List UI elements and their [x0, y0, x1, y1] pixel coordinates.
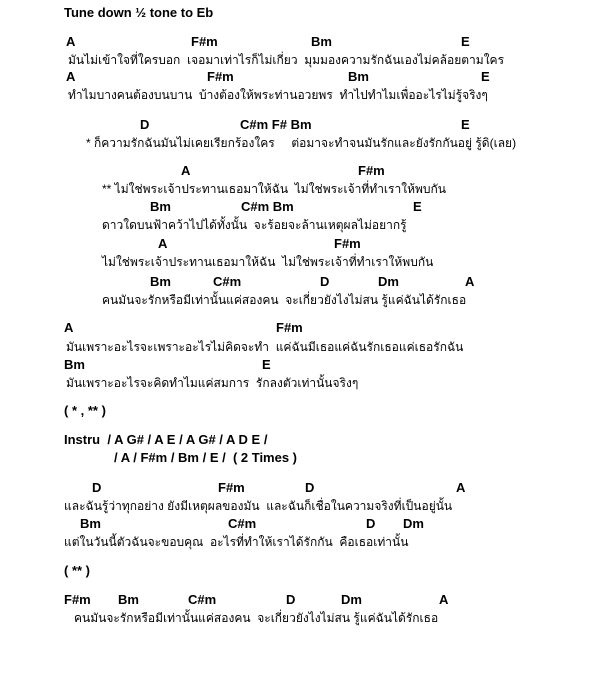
chord-v1-2-a: A [66, 69, 76, 84]
lyric-ch-2: ดาวใดบนฟ้าคว้าไปได้ทั้งนั้น จะร้อยจะล้านเหตุผลไม่อยากรู้ [102, 218, 407, 232]
lyric-v2-1: มันเพราะอะไรจะเพราะอะไรไม่คิดจะทำ แค่ฉันมีเธอแค่ฉันรักเธอแค่เธอรักฉัน [66, 340, 464, 354]
chord-out-f: A [439, 592, 449, 607]
chord-ch-3-b: F#m [334, 236, 361, 251]
lyric-outro: คนมันจะรักหรือมีเท่านั้นแค่สองคน จะเกี่ยวยังไงไม่สน รู้แค่ฉันได้รักเธอ [74, 611, 439, 625]
chord-ch-4-a: Bm [150, 274, 171, 289]
chord-v1-1-c: Bm [311, 34, 332, 49]
lyric-br-1: และฉันรู้ว่าทุกอย่าง ยังมีเหตุผลของมัน และฉันก็เชื่อในความจริงที่เป็นอยู่นั้น [64, 499, 453, 513]
chord-v1-1-d: E [461, 34, 470, 49]
song-tuning-title: Tune down ½ tone to Eb [64, 5, 214, 20]
chord-ch-3-a: A [158, 236, 168, 251]
chord-out-e: Dm [341, 592, 362, 607]
chord-br-1-a: D [92, 480, 102, 495]
lyric-ch-1: ** ไม่ใช่พระเจ้าประทานเธอมาให้ฉัน ไม่ใช่พระเจ้าที่ทำเราให้พบกัน [102, 182, 446, 196]
chord-br-2-b: C#m [228, 516, 257, 531]
repeat-marker-2: ( ** ) [64, 563, 90, 578]
chord-ch-4-b: C#m [213, 274, 242, 289]
chord-ch-4-e: A [465, 274, 475, 289]
chord-br-1-c: D [305, 480, 315, 495]
chord-br-2-d: Dm [403, 516, 424, 531]
chord-br-2-a: Bm [80, 516, 101, 531]
chord-v1-2-b: F#m [207, 69, 234, 84]
chord-v1-1-b: F#m [191, 34, 218, 49]
chord-pre-b: C#m F# Bm [240, 117, 312, 132]
lyric-v2-2: มันเพราะอะไรจะคิดทำไมแค่สมการ รักลงตัวเท่านั้นจริงๆ [66, 376, 359, 390]
chord-v2-1-a: A [64, 320, 74, 335]
repeat-marker-1: ( * , ** ) [64, 403, 106, 418]
chord-v1-2-c: Bm [348, 69, 369, 84]
chord-out-d: D [286, 592, 296, 607]
chord-v2-2-a: Bm [64, 357, 85, 372]
chord-out-b: Bm [118, 592, 139, 607]
lyric-v1-1: มันไม่เข้าใจที่ใครบอก เจอมาเท่าไรก็ไม่เกี่ยว มุมมองความรักฉันเองไม่คล้อยตามใคร [68, 53, 505, 67]
chord-v2-1-b: F#m [276, 320, 303, 335]
chord-ch-2-c: E [413, 199, 422, 214]
chord-ch-2-b: C#m Bm [241, 199, 294, 214]
lyric-br-2: แต่ในวันนี้ตัวฉันจะขอบคุณ อะไรที่ทำให้เราได้รักกัน คือเธอเท่านั้น [64, 535, 409, 549]
instru-line-1: Instru / A G# / A E / A G# / A D E / [64, 432, 268, 447]
chord-v1-2-d: E [481, 69, 490, 84]
chord-out-a: F#m [64, 592, 91, 607]
chord-out-c: C#m [188, 592, 217, 607]
chord-ch-1-b: F#m [358, 163, 385, 178]
chord-pre-a: D [140, 117, 150, 132]
chord-v1-1-a: A [66, 34, 76, 49]
lyric-ch-4: คนมันจะรักหรือมีเท่านั้นแค่สองคน จะเกี่ยวยังไงไม่สน รู้แค่ฉันได้รักเธอ [102, 293, 467, 307]
lyric-pre: * ก็ความรักฉันมันไม่เคยเรียกร้องใคร ต่อมาจะทำจนมันรักและยังรักกันอยู่ รู้ดิ(เลย) [86, 136, 517, 150]
chord-br-1-b: F#m [218, 480, 245, 495]
chord-ch-4-c: D [320, 274, 330, 289]
lyric-v1-2: ทำไมบางคนต้องบนบาน บ้างต้องให้พระท่านอวยพร ทำไปทำไมเพื่ออะไรไม่รู้จริงๆ [68, 88, 488, 102]
chord-br-1-d: A [456, 480, 466, 495]
chord-ch-4-d: Dm [378, 274, 399, 289]
chord-pre-c: E [461, 117, 470, 132]
chord-ch-1-a: A [181, 163, 191, 178]
chord-br-2-c: D [366, 516, 376, 531]
chord-ch-2-a: Bm [150, 199, 171, 214]
instru-line-2: / A / F#m / Bm / E / ( 2 Times ) [114, 450, 298, 465]
lyric-ch-3: ไม่ใช่พระเจ้าประทานเธอมาให้ฉัน ไม่ใช่พระเจ้าที่ทำเราให้พบกัน [102, 255, 434, 269]
chord-v2-2-b: E [262, 357, 271, 372]
